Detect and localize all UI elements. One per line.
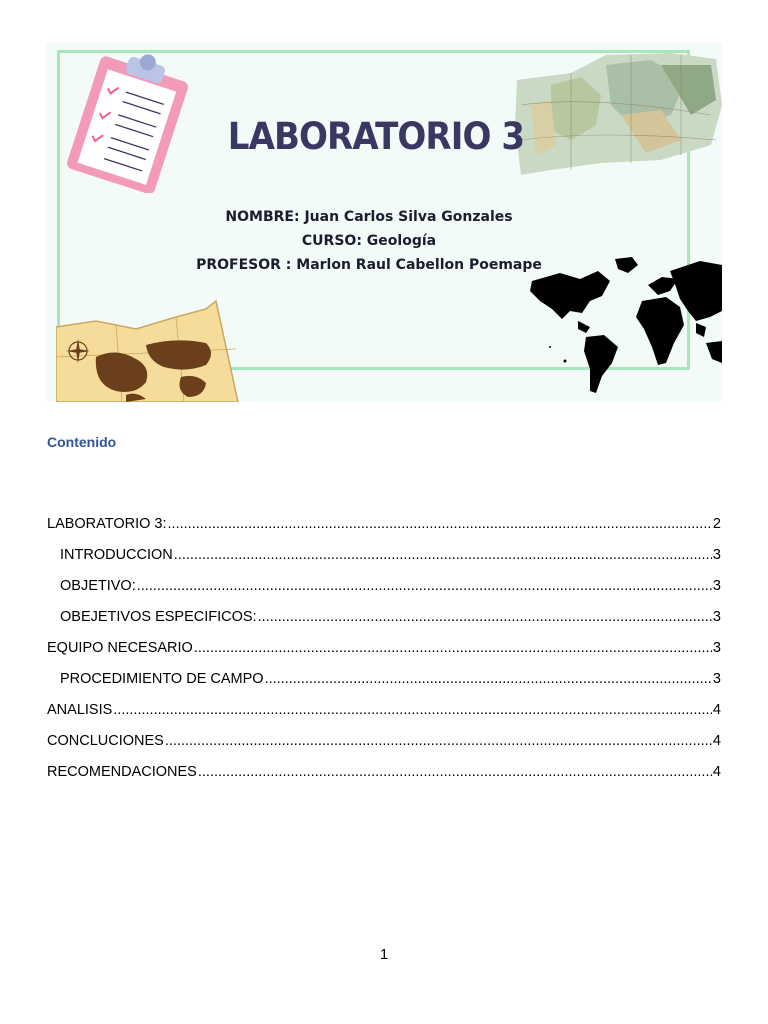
name-label: NOMBRE: <box>225 209 300 225</box>
toc-entry-label: INTRODUCCION <box>60 546 173 563</box>
toc-entry-label: OBJETIVO: <box>60 577 136 594</box>
toc-entry-page: 4 <box>712 732 721 749</box>
course-label: CURSO: <box>301 233 362 249</box>
toc-entry-label: CONCLUCIONES <box>47 732 164 749</box>
toc-entry-page: 4 <box>712 763 721 780</box>
page-number: 1 <box>379 946 389 963</box>
toc-entry-laboratorio[interactable] <box>47 508 721 539</box>
toc-entry-page: 3 <box>712 639 721 656</box>
toc-leader-dots <box>137 578 712 594</box>
toc-entry-label: PROCEDIMIENTO DE CAMPO <box>60 670 264 687</box>
toc-entry-objetivos-especificos[interactable] <box>47 601 721 632</box>
toc-entry-label: LABORATORIO 3: <box>47 515 167 532</box>
toc-entry-objetivo[interactable] <box>47 570 721 601</box>
toc-leader-dots <box>265 671 712 687</box>
toc-leader-dots <box>198 764 712 780</box>
toc-entry-recomendaciones[interactable] <box>47 756 721 787</box>
cover-title: LABORATORIO 3 <box>227 115 525 158</box>
toc-entry-label: ANALISIS <box>47 701 113 718</box>
toc-entry-page: 2 <box>712 515 721 532</box>
toc-leader-dots <box>194 640 712 656</box>
toc-leader-dots <box>165 733 712 749</box>
treasure-map-illustration <box>56 287 246 402</box>
toc-entry-label: OBEJETIVOS ESPECIFICOS: <box>60 608 257 625</box>
toc-entry-page: 4 <box>712 701 721 718</box>
world-map-silhouette <box>520 251 722 399</box>
toc-entry-introduccion[interactable] <box>47 539 721 570</box>
toc-entry-conclusiones[interactable] <box>47 725 721 756</box>
professor-label: PROFESOR : <box>196 257 292 273</box>
toc-entry-label: EQUIPO NECESARIO <box>47 639 193 656</box>
toc-entry-page: 3 <box>712 546 721 563</box>
course-value: Geología <box>366 233 437 249</box>
student-name-line <box>46 209 707 225</box>
toc-entry-page: 3 <box>712 608 721 625</box>
toc-entry-page: 3 <box>712 577 721 594</box>
cover-banner <box>46 43 722 402</box>
toc-entry-procedimiento[interactable] <box>47 663 721 694</box>
toc-leader-dots <box>258 609 712 625</box>
professor-value: Marlon Raul Cabellon Poemape <box>296 257 542 273</box>
toc-leader-dots <box>174 547 712 563</box>
course-line <box>46 233 707 249</box>
toc-entry-equipo-necesario[interactable] <box>47 632 721 663</box>
toc-leader-dots <box>113 702 712 718</box>
toc-leader-dots <box>168 516 712 532</box>
table-of-contents <box>47 508 721 787</box>
toc-entry-page: 3 <box>712 670 721 687</box>
toc-entry-analisis[interactable] <box>47 694 721 725</box>
toc-entry-label: RECOMENDACIONES <box>47 763 197 780</box>
name-value: Juan Carlos Silva Gonzales <box>304 209 513 225</box>
toc-heading: Contenido <box>47 434 117 450</box>
